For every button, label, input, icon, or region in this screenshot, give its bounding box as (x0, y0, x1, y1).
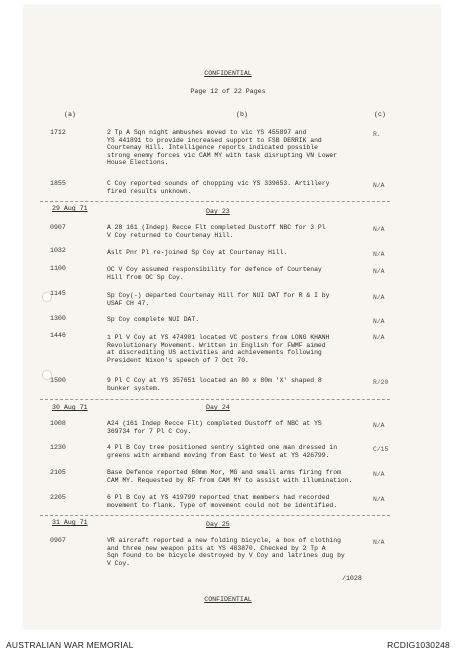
column-b-header: (b) (236, 111, 248, 118)
entry-text: OC V Coy assumed responsibility for defence of Courtenay Hill from OC Sp Coy. (107, 266, 322, 281)
entry-time: 1008 (50, 420, 66, 427)
entry-time: 1500 (50, 377, 66, 384)
entry-time: 1145 (50, 290, 66, 297)
entry-ref: N/A (373, 294, 385, 301)
entry-ref: N/A (373, 251, 385, 258)
date-heading: 29 Aug 71 (52, 205, 88, 212)
entry-ref: N/A (373, 268, 385, 275)
column-c-header: (c) (374, 111, 386, 118)
entry-time: 1300 (50, 315, 66, 322)
footer-record-id: RCDIG1030248 (387, 640, 450, 650)
entry-ref: N/A (373, 182, 385, 189)
entry-time: 1100 (50, 265, 66, 272)
entry-time: 1446 (50, 332, 66, 339)
entry-time: 1712 (50, 129, 66, 136)
day-heading: Day 25 (206, 521, 230, 528)
entry-ref: C/15 (373, 446, 389, 453)
date-heading: 31 Aug 71 (52, 519, 88, 526)
entry-text: Sp Coy complete NUI DAT. (107, 316, 200, 323)
entry-text: 6 Pl B Coy at YS 419799 reported that members had recorded movement to flank. Type of movement could not be identified. (107, 494, 338, 509)
entry-time: 1230 (50, 444, 66, 451)
classification-top: CONFIDENTIAL (204, 70, 252, 77)
footer-institution: AUSTRALIAN WAR MEMORIAL (6, 640, 134, 650)
entry-time: 1855 (50, 180, 66, 187)
divider (40, 515, 390, 516)
page-number: Page 12 of 22 Pages (190, 88, 266, 95)
entry-text: 1 Pl V Coy at YS 474901 located VC posters from LONG KHANH Revolutionary Movement. Written in English for FWMF aimed at discrediting US activities and achievements following President Nixon's speech of 7 Oct 70. (107, 334, 330, 364)
entry-text: VR aircraft reported a new folding bicycle, a box of clothing and three new weapon pits at YS 483870. Checked by 2 Tp A Sqn found to be bicycle destroyed by V Coy and latrines dug by V Coy. (107, 537, 345, 567)
day-heading: Day 24 (206, 404, 230, 411)
entry-ref: N/A (373, 496, 385, 503)
date-heading: 30 Aug 71 (52, 404, 88, 411)
entry-ref: N/A (373, 334, 385, 341)
entry-ref: R/20 (373, 379, 389, 386)
entry-text: Aslt Pnr Pl re-joined Sp Coy at Courtenay Hill. (107, 249, 288, 256)
column-a-header: (a) (64, 111, 76, 118)
entry-time: 0907 (50, 537, 66, 544)
entry-text: A 28 161 (Indep) Recce Flt completed Dustoff NBC for 3 Pl V Coy returned to Courtenay Hill. (107, 224, 326, 239)
divider (40, 399, 390, 400)
entry-text: 4 Pl B Coy tree positioned sentry sighted one man dressed in greens with armband moving from East to West at YS 426799. (107, 444, 338, 459)
entry-ref: N/A (373, 471, 385, 478)
entry-ref: N/A (373, 226, 385, 233)
page-reference: /1028 (342, 575, 362, 582)
entry-time: 0907 (50, 224, 66, 231)
entry-text: Base Defence reported 60mm Mor, MG and small arms firing from CAM MY. Requested by RF from CAM MY to assist with illumination. (107, 469, 353, 484)
entry-ref: N/A (373, 539, 385, 546)
entry-time: 1032 (50, 247, 66, 254)
entry-text: 9 Pl C Coy at YS 357651 located an 80 x 80m 'X' shaped 8 bunker system. (107, 377, 322, 392)
day-heading: Day 23 (206, 208, 230, 215)
entry-text: A24 (161 Indep Recce Flt) completed Dustoff of NBC at YS 369734 for 7 Pl C Coy. (107, 420, 322, 435)
divider (40, 201, 390, 202)
classification-bottom: CONFIDENTIAL (204, 596, 252, 603)
entry-ref: R. (373, 131, 381, 138)
entry-ref: N/A (373, 422, 385, 429)
entry-text: 2 Tp A Sqn night ambushes moved to vic YS 455897 and YS 441891 to provide increased support to FSB DERRIK and Courtenay Hill. Intelligence reports indicated possible strong enemy forces vic CAM MY with task disrupting VN Lower House Elections. (107, 129, 338, 167)
entry-text: Sp Coy(-) departed Courtenay Hill for NUI DAT for R & I by USAF CH 47. (107, 292, 330, 307)
entry-text: C Coy reported sounds of chopping vic YS 339653. Artillery fired results unknown. (107, 180, 330, 195)
entry-time: 2205 (50, 494, 66, 501)
archive-footer (0, 634, 456, 654)
entry-ref: N/A (373, 318, 385, 325)
entry-time: 2105 (50, 469, 66, 476)
